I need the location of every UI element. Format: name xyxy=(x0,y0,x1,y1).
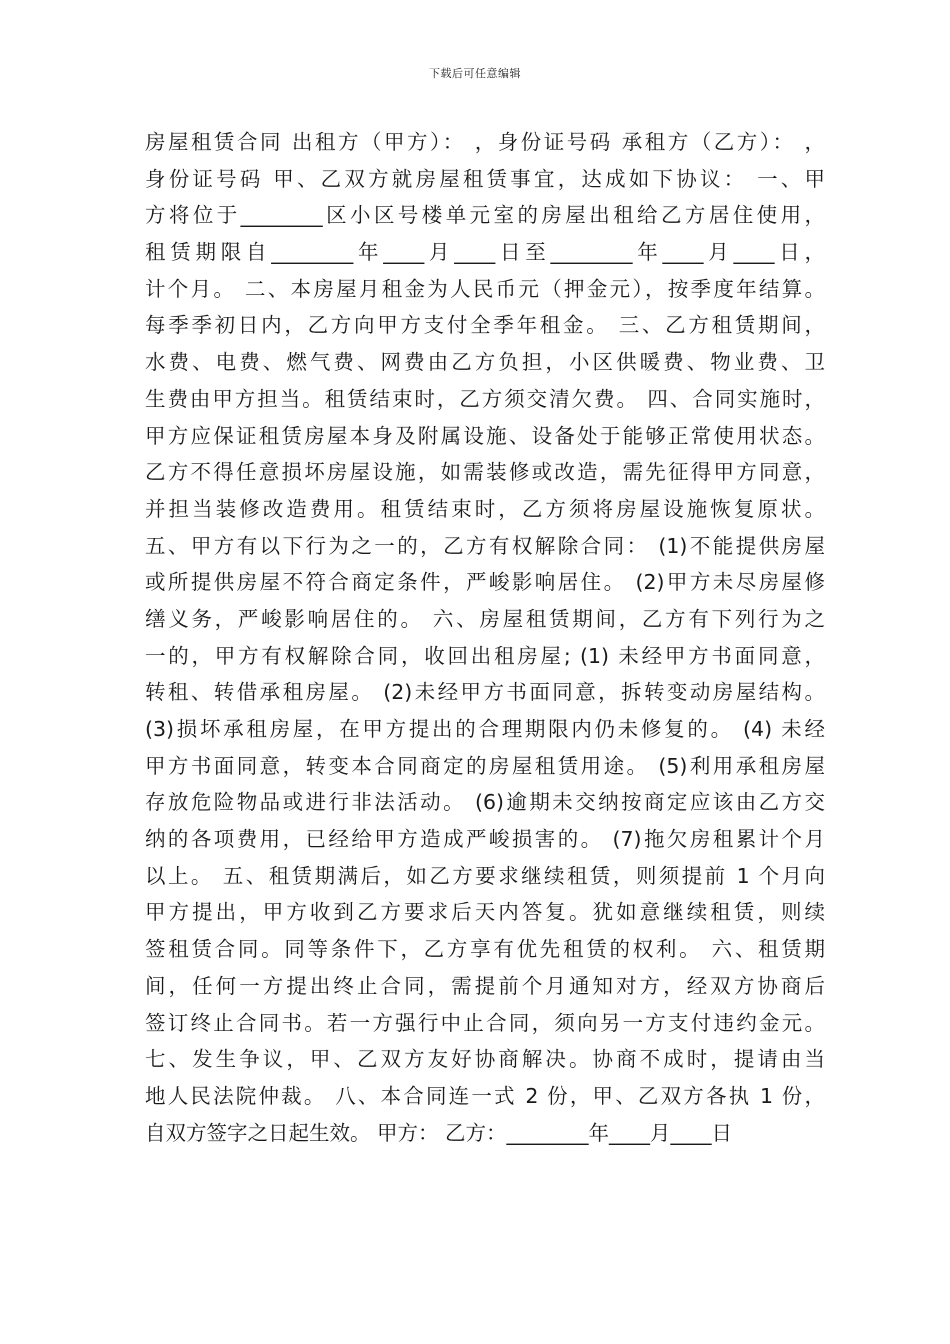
text-line: 甲方应保证租赁房屋本身及附属设施、设备处于能够正常使用状态。 xyxy=(145,423,825,448)
text-line: 签租赁合同。同等条件下，乙方享有优先租赁的权利。 六、租赁期 xyxy=(145,937,825,962)
text-line: 间，任何一方提出终止合同，需提前个月通知对方，经双方协商后 xyxy=(145,973,825,998)
text-line: 甲方提出，甲方收到乙方要求后天内答复。犹如意继续租赁，则续 xyxy=(145,900,825,925)
text-line: (3)损坏承租房屋，在甲方提出的合理期限内仍未修复的。 (4) 未经 xyxy=(145,717,825,741)
text-line: 以上。 五、租赁期满后，如乙方要求继续租赁，则须提前 1 个月向 xyxy=(145,863,825,888)
text-line: 七、发生争议，甲、乙双方友好协商解决。协商不成时，提请由当 xyxy=(145,1047,825,1072)
text-line: 一的，甲方有权解除合同，收回出租房屋; (1) 未经甲方书面同意， xyxy=(145,643,825,668)
text-line: 缮义务，严峻影响居住的。 六、房屋租赁期间，乙方有下列行为之 xyxy=(145,606,825,631)
text-line: 地人民法院仲裁。 八、本合同连一式 2 份，甲、乙双方各执 1 份， xyxy=(145,1083,825,1108)
text-line: 签订终止合同书。若一方强行中止合同，须向另一方支付违约金元。 xyxy=(145,1010,825,1035)
text-line: 纳的各项费用，已经给甲方造成严峻损害的。 (7)拖欠房租累计个月 xyxy=(145,827,825,852)
text-line-last: 自双方签字之日起生效。 甲方： 乙方：________年____月____日 xyxy=(145,1120,733,1145)
page-header: 下载后可任意编辑 xyxy=(429,67,521,80)
text-line: 每季季初日内，乙方向甲方支付全季年租金。 三、乙方租赁期间， xyxy=(145,313,825,338)
text-line: 生费由甲方担当。租赁结束时，乙方须交清欠费。 四、合同实施时， xyxy=(145,386,825,411)
text-line: 身份证号码 甲、乙双方就房屋租赁事宜，达成如下协议： 一、甲 xyxy=(145,166,825,191)
text-line: 转租、转借承租房屋。 (2)未经甲方书面同意，拆转变动房屋结构。 xyxy=(145,680,825,705)
text-line: 存放危险物品或进行非法活动。 (6)逾期未交纳按商定应该由乙方交 xyxy=(145,790,825,815)
contract-body xyxy=(145,124,825,1151)
text-line: 水费、电费、燃气费、网费由乙方负担，小区供暖费、物业费、卫 xyxy=(145,350,825,375)
text-line: 房屋租赁合同 出租方（甲方）： ，身份证号码 承租方（乙方）： ， xyxy=(145,130,825,154)
text-line: 或所提供房屋不符合商定条件，严峻影响居住。 (2)甲方未尽房屋修 xyxy=(145,570,825,595)
text-line: 乙方不得任意损坏房屋设施，如需装修或改造，需先征得甲方同意， xyxy=(145,460,825,485)
text-line: 方将位于________区小区号楼单元室的房屋出租给乙方居住使用， xyxy=(145,203,825,228)
text-line: 租赁期限自________年____月____日至________年____月____日， xyxy=(145,240,825,265)
text-line: 甲方书面同意，转变本合同商定的房屋租赁用途。 (5)利用承租房屋 xyxy=(145,753,825,778)
text-line: 并担当装修改造费用。租赁结束时，乙方须将房屋设施恢复原状。 xyxy=(145,496,825,521)
text-line: 计个月。 二、本房屋月租金为人民币元（押金元），按季度年结算。 xyxy=(145,276,825,301)
text-line: 五、甲方有以下行为之一的，乙方有权解除合同： (1)不能提供房屋 xyxy=(145,533,825,558)
